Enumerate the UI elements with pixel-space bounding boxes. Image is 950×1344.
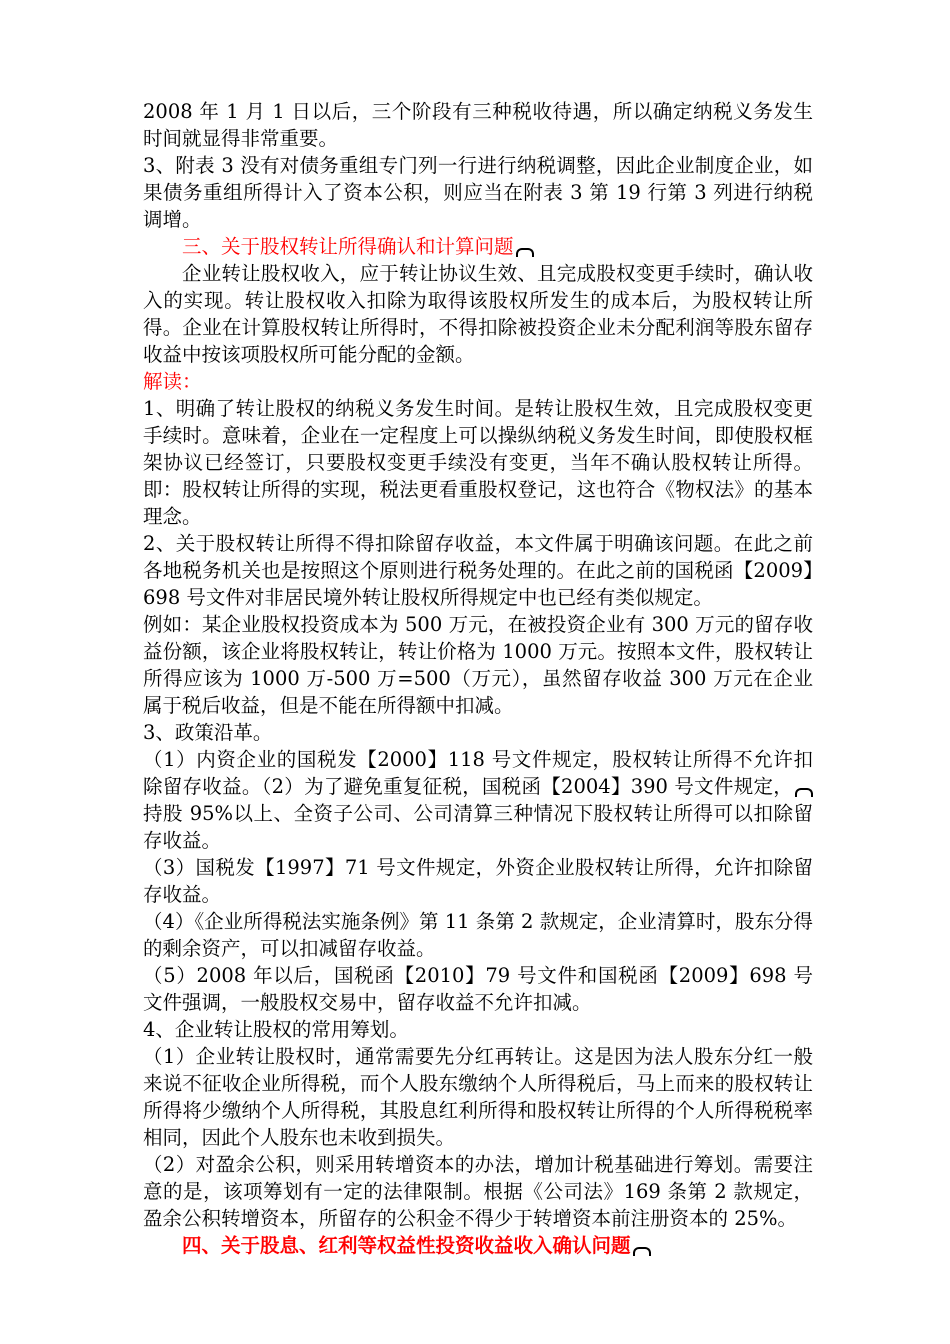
paragraph-history-1-2: （1）内资企业的国税发【2000】118 号文件规定，股权转让所得不允许扣除留存收益。（2）为了避免重复征税，国税函【2004】390 号文件规定，持股 95%以上、全资子公司、公司清算三种情况下股权转让所得可以扣除留存收益。 (143, 748, 813, 852)
paragraph-mark-icon (516, 248, 534, 257)
paragraph-mark-icon (795, 788, 813, 797)
paragraph-planning-1: （1）企业转让股权时，通常需要先分红再转让。这是因为法人股东分红一般来说不征收企业所得税，而个人股东缴纳个人所得税后，马上而来的股权转让所得将少缴纳个人所得税，其股息红利所得和股权转让所得的个人所得税税率相同，因此个人股东也未收到损失。 (143, 1045, 813, 1149)
paragraph-point-3: 3、政策沿革。 (143, 721, 273, 744)
section-heading-3: 三、关于股权转让所得确认和计算问题 (143, 233, 813, 260)
section-heading-4: 四、关于股息、红利等权益性投资收益收入确认问题 (143, 1232, 813, 1259)
paragraph-history-5: （5）2008 年以后，国税函【2010】79 号文件和国税函【2009】698 号文件强调，一般股权交易中，留存收益不允许扣减。 (143, 964, 813, 1014)
paragraph-planning-2: （2）对盈余公积，则采用转增资本的办法，增加计税基础进行筹划。需要注意的是，该项筹划有一定的法律限制。根据《公司法》169 条第 2 款规定，盈余公积转增资本，所留存的公积金不得少于转增资本前注册资本的 25%。 (143, 1153, 813, 1230)
paragraph-point-2: 2、关于股权转让所得不得扣除留存收益，本文件属于明确该问题。在此之前各地税务机关也是按照这个原则进行税务处理的。在此之前的国税函【2009】698 号文件对非居民境外转让股权所得规定中也已经有类似规定。 (143, 532, 813, 609)
interpretation-label: 解读： (143, 370, 202, 393)
paragraph-history-3: （3）国税发【1997】71 号文件规定，外资企业股权转让所得，允许扣除留存收益。 (143, 856, 813, 906)
paragraph-point-1: 1、明确了转让股权的纳税义务发生时间。是转让股权生效，且完成股权变更手续时。意味着，企业在一定程度上可以操纵纳税义务发生时间，即使股权框架协议已经签订，只要股权变更手续没有变更，当年不确认股权转让所得。即：股权转让所得的实现，税法更看重股权登记，这也符合《物权法》的基本理念。 (143, 397, 813, 528)
paragraph-debt-restructuring: 3、附表 3 没有对债务重组专门列一行进行纳税调整，因此企业制度企业，如果债务重组所得计入了资本公积，则应当在附表 3 第 19 行第 3 列进行纳税调增。 (143, 154, 813, 231)
paragraph-history-4: （4）《企业所得税法实施条例》第 11 条第 2 款规定，企业清算时，股东分得的剩余资产，可以扣减留存收益。 (143, 910, 813, 960)
paragraph-example: 例如：某企业股权投资成本为 500 万元，在被投资企业有 300 万元的留存收益份额，该企业将股权转让，转让价格为 1000 万元。按照本文件，股权转让所得应该为 1000 万-500 万=500（万元），虽然留存收益 300 万元在企业属于税后收益，但是不能在所得额中扣减。 (143, 613, 813, 717)
paragraph-point-4: 4、企业转让股权的常用筹划。 (143, 1018, 409, 1041)
document-page (143, 98, 813, 1259)
paragraph-mark-icon (633, 1247, 651, 1256)
paragraph-equity-rule: 企业转让股权收入，应于转让协议生效、且完成股权变更手续时，确认收入的实现。转让股权收入扣除为取得该股权所发生的成本后，为股权转让所得。企业在计算股权转让所得时，不得扣除被投资企业未分配利润等股东留存收益中按该项股权所可能分配的金额。 (143, 262, 813, 366)
paragraph-tax-timing: 2008 年 1 月 1 日以后，三个阶段有三种税收待遇，所以确定纳税义务发生时间就显得非常重要。 (143, 100, 813, 150)
